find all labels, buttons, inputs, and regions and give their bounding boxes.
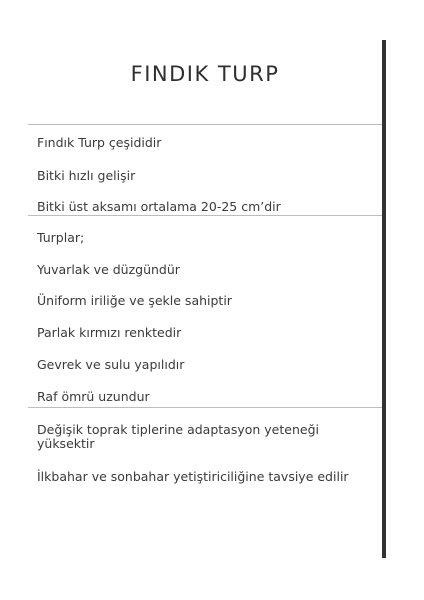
- list-item: Raf ömrü uzundur: [37, 389, 150, 404]
- vertical-accent-bar: [382, 40, 386, 558]
- list-item: Fındık Turp çeşididir: [37, 135, 162, 150]
- divider-bottom: [28, 407, 382, 408]
- page-title: FINDIK TURP: [130, 62, 280, 86]
- divider-middle: [28, 215, 382, 216]
- divider-top: [28, 124, 382, 125]
- list-item: Turplar;: [37, 230, 85, 245]
- list-item: Bitki hızlı gelişir: [37, 168, 136, 183]
- list-item: Bitki üst aksamı ortalama 20-25 cm’dir: [37, 199, 281, 214]
- list-item: Değişik toprak tiplerine adaptasyon yeteneği yüksektir: [37, 422, 319, 451]
- list-item: Parlak kırmızı renktedir: [37, 325, 182, 340]
- list-item: İlkbahar ve sonbahar yetiştiriciliğine tavsiye edilir: [37, 469, 349, 484]
- list-item: Üniform iriliğe ve şekle sahiptir: [37, 293, 232, 308]
- list-item: Gevrek ve sulu yapılıdır: [37, 357, 185, 372]
- list-item: Yuvarlak ve düzgündür: [37, 262, 180, 277]
